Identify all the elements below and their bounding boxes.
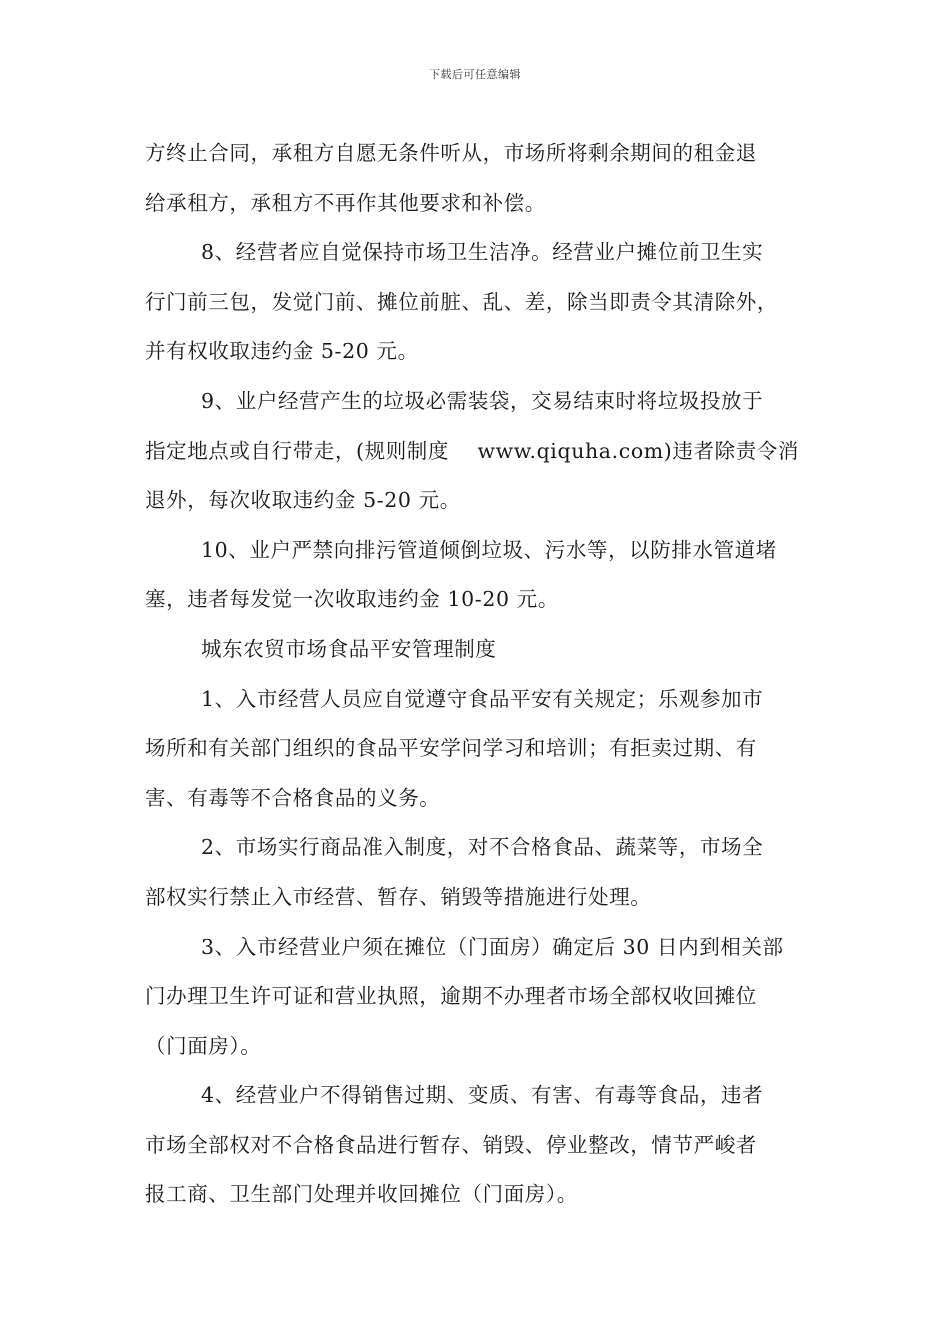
page-header: 下载后可任意编辑 [429, 68, 521, 81]
text-line: （门面房）。 [145, 1033, 262, 1058]
text-line: 方终止合同，承租方自愿无条件听从，市场所将剩余期间的租金退 [145, 141, 757, 165]
text-line: 给承租方，承租方不再作其他要求和补偿。 [145, 190, 546, 215]
text-line: 报工商、卫生部门处理并收回摊位（门面房）。 [145, 1182, 578, 1207]
text-line: 4、经营业户不得销售过期、变质、有害、有毒等食品，违者 [201, 1083, 764, 1108]
text-line: 指定地点或自行带走，(规则制度 www.qiquha.com)违者除责令消 [145, 438, 799, 463]
text-line: 市场全部权对不合格食品进行暂存、销毁、停业整改，情节严峻者 [145, 1132, 757, 1157]
section-heading: 城东农贸市场食品平安管理制度 [201, 636, 497, 661]
text-line: 行门前三包，发觉门前、摊位前脏、乱、差，除当即责令其清除外， [145, 289, 778, 314]
text-line: 9、业户经营产生的垃圾必需装袋，交易结束时将垃圾投放于 [201, 388, 764, 413]
text-line: 8、经营者应自觉保持市场卫生洁净。经营业户摊位前卫生实 [201, 240, 764, 265]
text-line: 2、市场实行商品准入制度，对不合格食品、蔬菜等，市场全 [201, 835, 764, 860]
text-line: 门办理卫生许可证和营业执照，逾期不办理者市场全部权收回摊位 [145, 984, 757, 1009]
text-line: 害、有毒等不合格食品的义务。 [145, 785, 441, 810]
text-line: 塞，违者每发觉一次收取违约金 10-20 元。 [145, 587, 559, 612]
text-line: 部权实行禁止入市经营、暂存、销毁等措施进行处理。 [145, 884, 652, 909]
text-line: 并有权收取违约金 5-20 元。 [145, 339, 419, 364]
text-line: 10、业户严禁向排污管道倾倒垃圾、污水等，以防排水管道堵 [201, 537, 777, 562]
text-line: 场所和有关部门组织的食品平安学问学习和培训；有拒卖过期、有 [145, 736, 757, 761]
document-body [145, 129, 813, 1220]
text-line: 3、入市经营业户须在摊位（门面房）确定后 30 日内到相关部 [201, 934, 784, 959]
text-line: 1、入市经营人员应自觉遵守食品平安有关规定；乐观参加市 [201, 686, 764, 711]
text-line: 退外，每次收取违约金 5-20 元。 [145, 488, 461, 513]
